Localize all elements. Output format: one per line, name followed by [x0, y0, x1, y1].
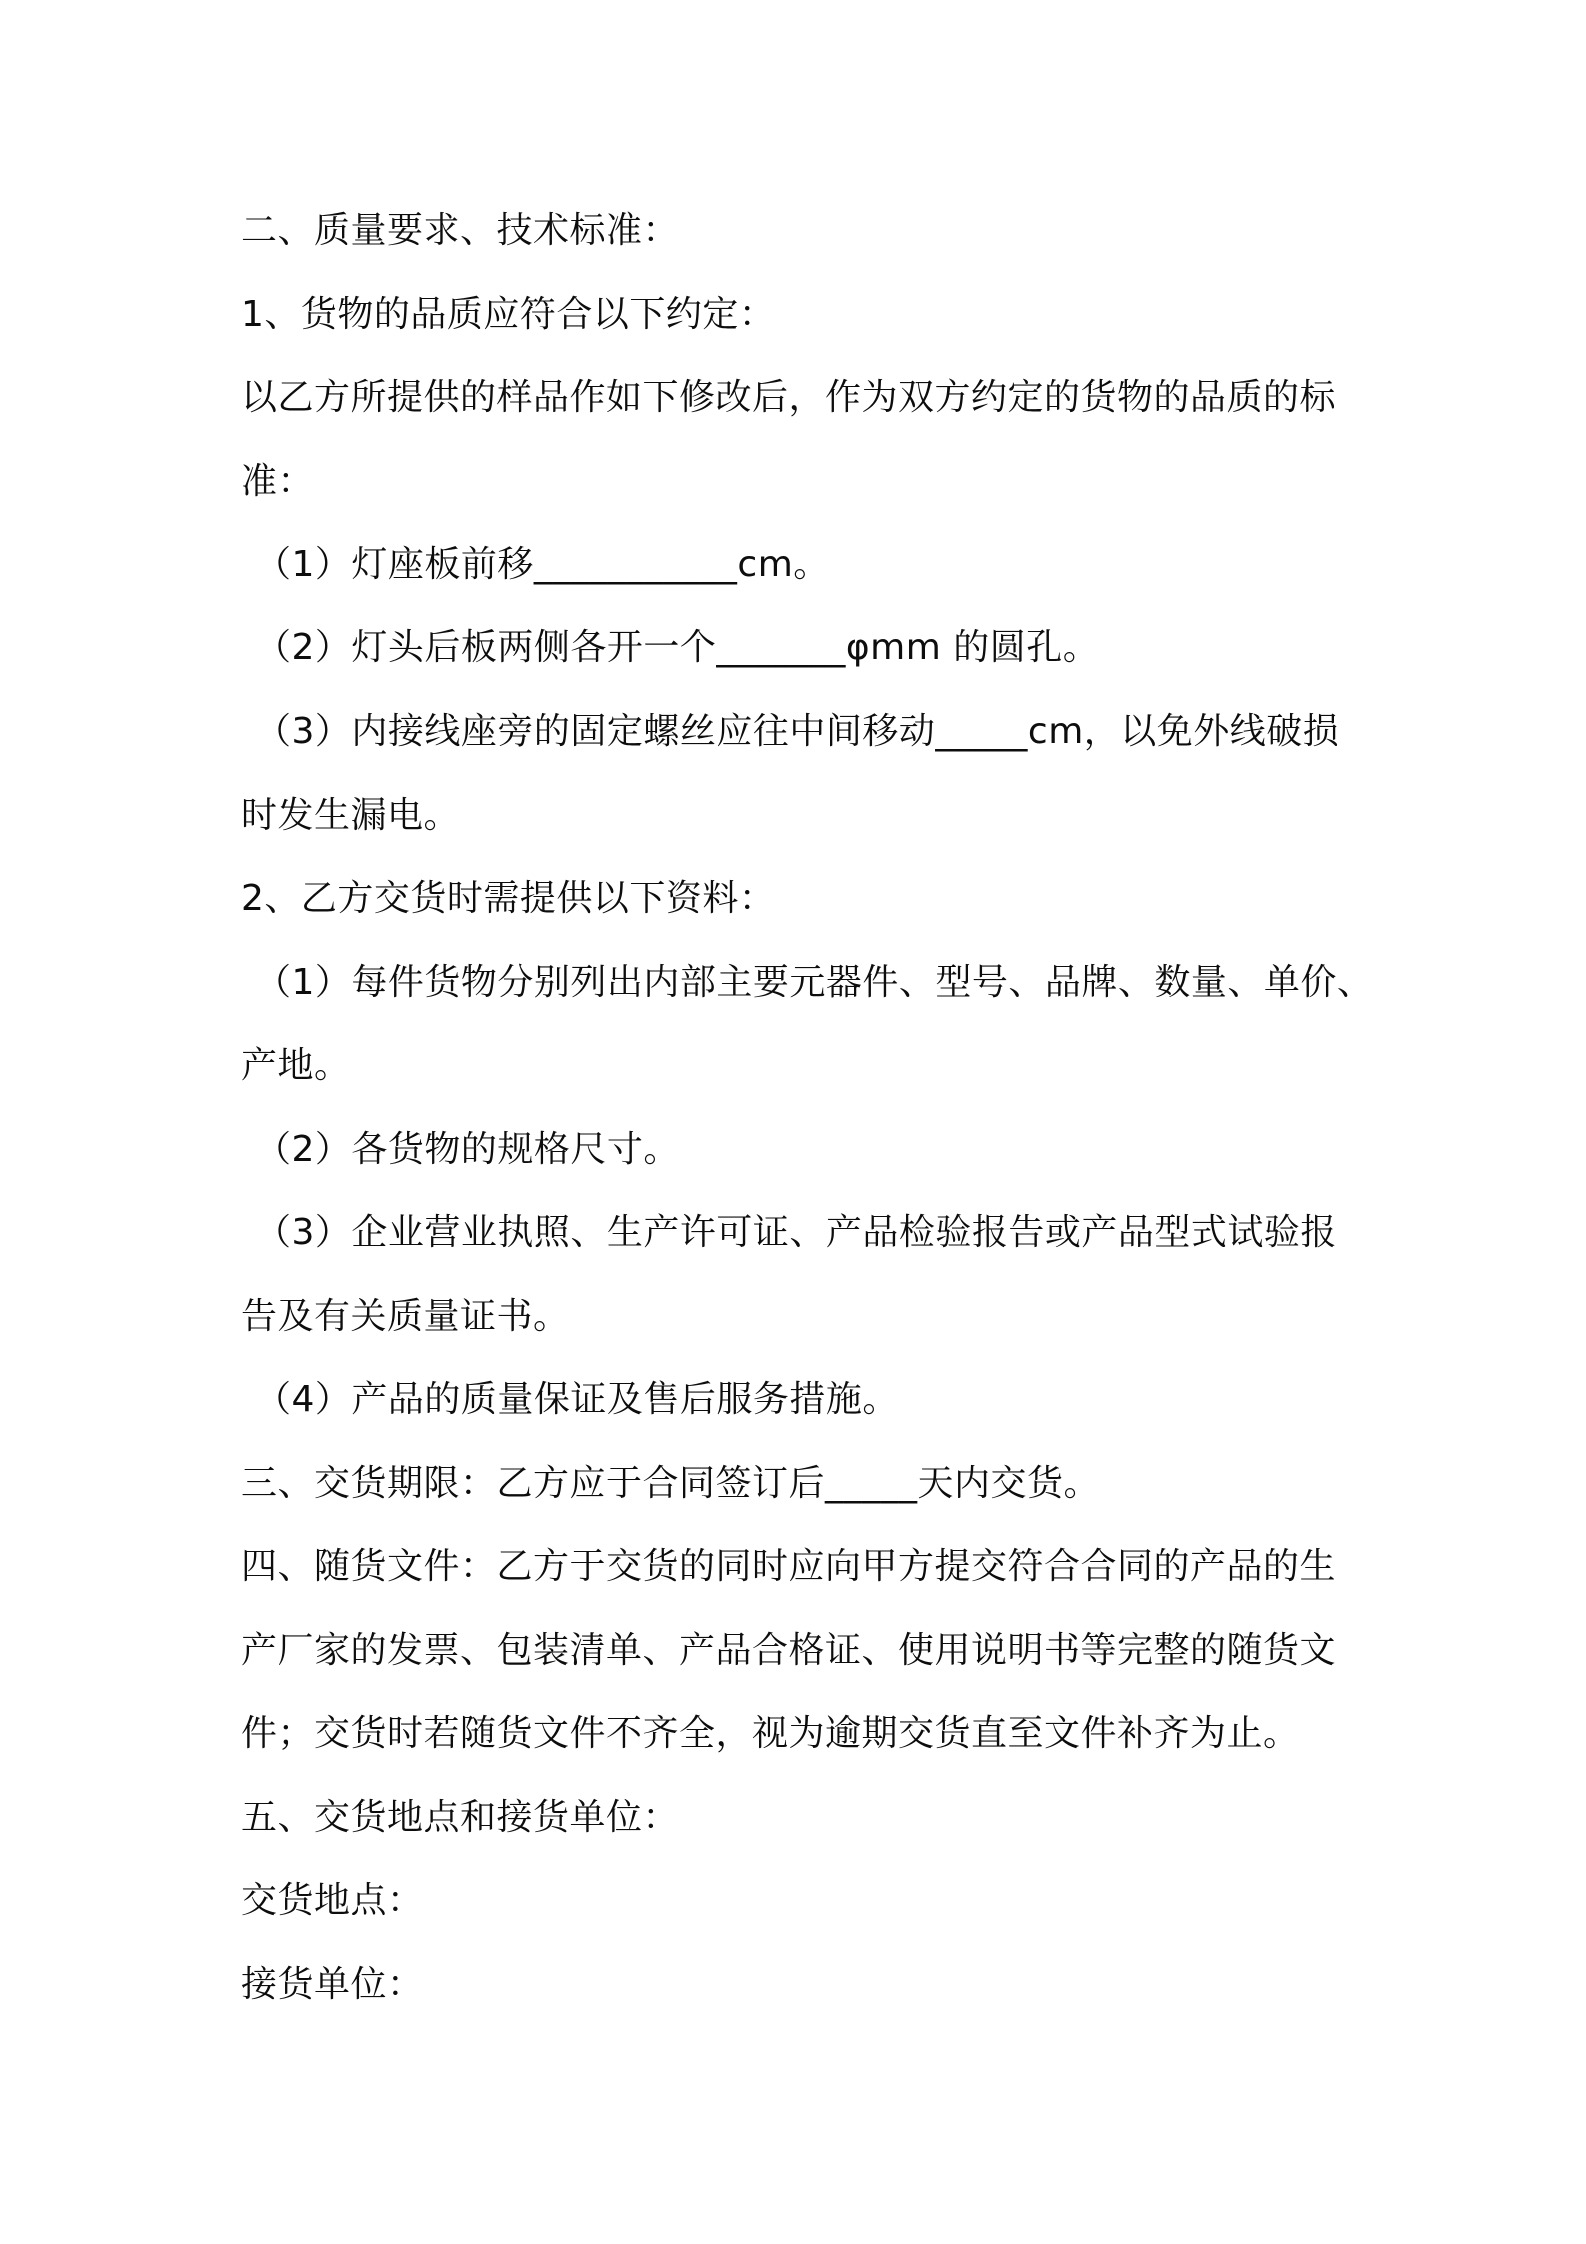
paragraph-line: 件；交货时若随货文件不齐全，视为逾期交货直至文件补齐为止。 — [241, 1713, 1300, 1754]
section-heading-quality: 二、质量要求、技术标准： — [241, 210, 680, 251]
delivery-place-label: 交货地点： — [241, 1880, 424, 1921]
section-heading-delivery-period: 三、交货期限：乙方应于合同签订后_____天内交货。 — [241, 1463, 1101, 1504]
paragraph-line: 准： — [241, 461, 315, 502]
clause-1-heading: 1、货物的品质应符合以下约定： — [241, 294, 776, 335]
list-item: （1）每件货物分别列出内部主要元器件、型号、品牌、数量、单价、 — [255, 962, 1374, 1003]
section-heading-delivery-place: 五、交货地点和接货单位： — [241, 1797, 680, 1838]
list-item: （4）产品的质量保证及售后服务措施。 — [255, 1379, 899, 1420]
paragraph-line: 以乙方所提供的样品作如下修改后，作为双方约定的货物的品质的标 — [241, 377, 1337, 418]
paragraph-line: 时发生漏电。 — [241, 795, 461, 836]
receiving-unit-label: 接货单位： — [241, 1964, 424, 2005]
list-item: （1）灯座板前移___________cm。 — [255, 544, 830, 585]
paragraph-line: 产厂家的发票、包装清单、产品合格证、使用说明书等完整的随货文 — [241, 1630, 1337, 1671]
section-heading-documents: 四、随货文件：乙方于交货的同时应向甲方提交符合合同的产品的生 — [241, 1546, 1337, 1587]
list-item: （2）灯头后板两侧各开一个_______φmm 的圆孔。 — [255, 627, 1100, 668]
paragraph-line: 产地。 — [241, 1045, 351, 1086]
paragraph-line: 告及有关质量证书。 — [241, 1296, 570, 1337]
list-item: （2）各货物的规格尺寸。 — [255, 1129, 680, 1170]
list-item: （3）企业营业执照、生产许可证、产品检验报告或产品型式试验报 — [255, 1212, 1337, 1253]
clause-2-heading: 2、乙方交货时需提供以下资料： — [241, 878, 776, 919]
list-item: （3）内接线座旁的固定螺丝应往中间移动_____cm，以免外线破损 — [255, 711, 1340, 752]
